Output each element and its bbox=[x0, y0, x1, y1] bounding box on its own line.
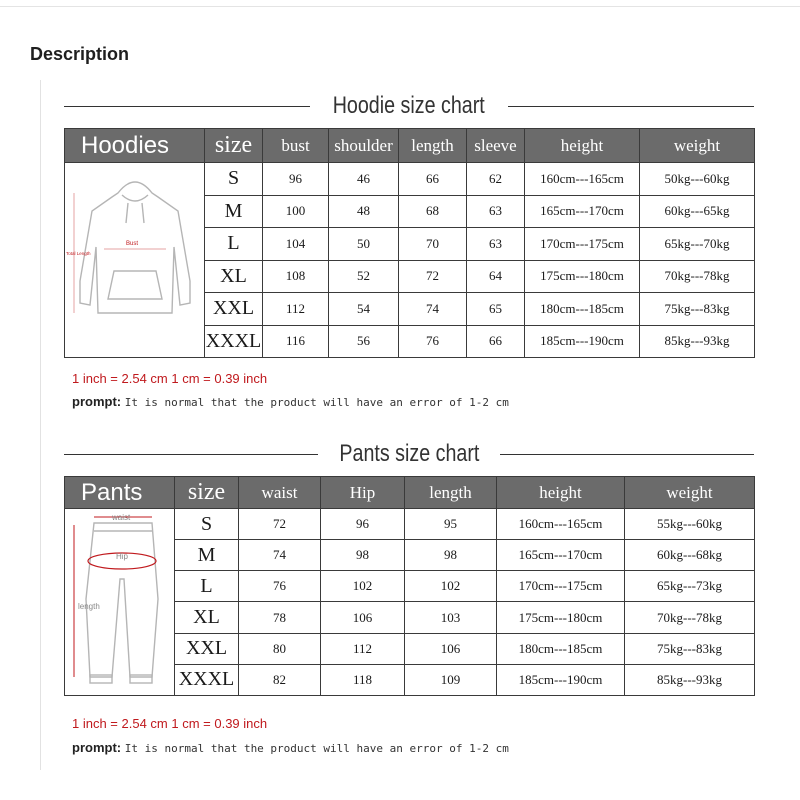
sleeve-cell: 66 bbox=[467, 325, 525, 358]
height-cell: 185cm---190cm bbox=[525, 325, 640, 358]
shoulder-cell: 50 bbox=[329, 228, 399, 261]
length-cell: 109 bbox=[405, 664, 497, 695]
waist-cell: 82 bbox=[239, 664, 321, 695]
hip-cell: 98 bbox=[321, 540, 405, 571]
bust-cell: 104 bbox=[263, 228, 329, 261]
hip-cell: 96 bbox=[321, 509, 405, 540]
prompt-label: prompt: bbox=[72, 740, 122, 755]
weight-header: weight bbox=[625, 477, 755, 509]
height-cell: 180cm---185cm bbox=[497, 633, 625, 664]
height-cell: 180cm---185cm bbox=[525, 293, 640, 326]
length-cell: 66 bbox=[399, 163, 467, 196]
size-cell: M bbox=[175, 540, 239, 571]
height-cell: 170cm---175cm bbox=[497, 571, 625, 602]
hip-cell: 106 bbox=[321, 602, 405, 633]
waist-cell: 74 bbox=[239, 540, 321, 571]
bust-figure-label: Bust bbox=[125, 241, 138, 247]
shoulder-cell: 46 bbox=[329, 163, 399, 196]
weight-cell: 65kg---70kg bbox=[640, 228, 755, 261]
height-cell: 185cm---190cm bbox=[497, 664, 625, 695]
waist-figure-label: waist bbox=[111, 513, 130, 522]
title-rule-left bbox=[64, 454, 318, 455]
height-cell: 160cm---165cm bbox=[525, 163, 640, 196]
height-cell: 165cm---170cm bbox=[497, 540, 625, 571]
size-header: size bbox=[205, 129, 263, 163]
bust-cell: 100 bbox=[263, 195, 329, 228]
title-rule-left bbox=[64, 106, 310, 107]
shoulder-cell: 48 bbox=[329, 195, 399, 228]
length-cell: 102 bbox=[405, 571, 497, 602]
hip-figure-label: Hip bbox=[115, 552, 128, 561]
left-border bbox=[40, 80, 41, 770]
weight-cell: 60kg---65kg bbox=[640, 195, 755, 228]
height-cell: 175cm---180cm bbox=[497, 602, 625, 633]
top-divider bbox=[0, 6, 800, 7]
pants-conversion-note: 1 inch = 2.54 cm 1 cm = 0.39 inch bbox=[72, 716, 268, 731]
size-cell: M bbox=[205, 195, 263, 228]
hoodie-title-bar bbox=[64, 92, 754, 120]
waist-cell: 72 bbox=[239, 509, 321, 540]
height-cell: 165cm---170cm bbox=[525, 195, 640, 228]
sleeve-header: sleeve bbox=[467, 129, 525, 163]
length-cell: 74 bbox=[399, 293, 467, 326]
hip-cell: 112 bbox=[321, 633, 405, 664]
length-cell: 68 bbox=[399, 195, 467, 228]
title-rule-right bbox=[500, 454, 754, 455]
prompt-text: It is normal that the product will have an error of 1-2 cm bbox=[124, 742, 509, 755]
pants-brand-header: Pants bbox=[65, 477, 175, 509]
bust-cell: 116 bbox=[263, 325, 329, 358]
height-header: height bbox=[525, 129, 640, 163]
height-cell: 170cm---175cm bbox=[525, 228, 640, 261]
size-cell: S bbox=[175, 509, 239, 540]
sleeve-cell: 62 bbox=[467, 163, 525, 196]
size-cell: XXL bbox=[205, 293, 263, 326]
length-header: length bbox=[405, 477, 497, 509]
prompt-label: prompt: bbox=[72, 394, 122, 409]
weight-cell: 70kg---78kg bbox=[640, 260, 755, 293]
weight-cell: 85kg---93kg bbox=[640, 325, 755, 358]
weight-header: weight bbox=[640, 129, 755, 163]
weight-cell: 85kg---93kg bbox=[625, 664, 755, 695]
length-cell: 95 bbox=[405, 509, 497, 540]
size-cell: S bbox=[205, 163, 263, 196]
hoodies-brand-header: Hoodies bbox=[65, 129, 205, 163]
bust-cell: 108 bbox=[263, 260, 329, 293]
shoulder-cell: 52 bbox=[329, 260, 399, 293]
weight-cell: 55kg---60kg bbox=[625, 509, 755, 540]
size-cell: XL bbox=[205, 260, 263, 293]
weight-cell: 65kg---73kg bbox=[625, 571, 755, 602]
table-row bbox=[65, 163, 755, 196]
hip-header: Hip bbox=[321, 477, 405, 509]
title-rule-right bbox=[508, 106, 754, 107]
pants-size-table bbox=[64, 476, 755, 696]
pants-prompt bbox=[72, 740, 509, 755]
hoodie-conversion-note: 1 inch = 2.54 cm 1 cm = 0.39 inch bbox=[72, 371, 268, 386]
length-cell: 70 bbox=[399, 228, 467, 261]
weight-cell: 75kg---83kg bbox=[625, 633, 755, 664]
pants-illustration-icon bbox=[66, 509, 174, 691]
height-cell: 175cm---180cm bbox=[525, 260, 640, 293]
description-heading: Description bbox=[30, 44, 130, 64]
hoodie-illustration-icon bbox=[66, 163, 204, 353]
weight-cell: 70kg---78kg bbox=[625, 602, 755, 633]
size-cell: XL bbox=[175, 602, 239, 633]
size-figure bbox=[65, 163, 205, 358]
length-cell: 106 bbox=[405, 633, 497, 664]
waist-cell: 80 bbox=[239, 633, 321, 664]
weight-cell: 60kg---68kg bbox=[625, 540, 755, 571]
prompt-text: It is normal that the product will have an error of 1-2 cm bbox=[124, 396, 509, 409]
bust-cell: 96 bbox=[263, 163, 329, 196]
shoulder-header: shoulder bbox=[329, 129, 399, 163]
size-cell: XXXL bbox=[175, 664, 239, 695]
size-cell: XXL bbox=[175, 633, 239, 664]
length-header: length bbox=[399, 129, 467, 163]
table-row bbox=[65, 509, 755, 540]
length-cell: 103 bbox=[405, 602, 497, 633]
hoodie-size-table bbox=[64, 128, 755, 358]
size-cell: L bbox=[205, 228, 263, 261]
bust-header: bust bbox=[263, 129, 329, 163]
size-header: size bbox=[175, 477, 239, 509]
shoulder-cell: 54 bbox=[329, 293, 399, 326]
weight-cell: 50kg---60kg bbox=[640, 163, 755, 196]
weight-cell: 75kg---83kg bbox=[640, 293, 755, 326]
sleeve-cell: 64 bbox=[467, 260, 525, 293]
length-cell: 98 bbox=[405, 540, 497, 571]
hip-cell: 102 bbox=[321, 571, 405, 602]
waist-cell: 78 bbox=[239, 602, 321, 633]
bust-cell: 112 bbox=[263, 293, 329, 326]
waist-cell: 76 bbox=[239, 571, 321, 602]
length-figure-label: length bbox=[77, 602, 100, 611]
height-cell: 160cm---165cm bbox=[497, 509, 625, 540]
waist-header: waist bbox=[239, 477, 321, 509]
sleeve-cell: 65 bbox=[467, 293, 525, 326]
length-cell: 76 bbox=[399, 325, 467, 358]
height-header: height bbox=[497, 477, 625, 509]
size-cell: XXXL bbox=[205, 325, 263, 358]
hoodie-chart-title: Hoodie size chart bbox=[332, 92, 486, 119]
size-cell: L bbox=[175, 571, 239, 602]
pants-chart-title: Pants size chart bbox=[338, 440, 480, 467]
shoulder-cell: 56 bbox=[329, 325, 399, 358]
length-figure-label: Total Length bbox=[65, 251, 91, 256]
pants-title-bar bbox=[64, 440, 754, 468]
hoodie-prompt bbox=[72, 394, 509, 409]
sleeve-cell: 63 bbox=[467, 228, 525, 261]
hip-cell: 118 bbox=[321, 664, 405, 695]
sleeve-cell: 63 bbox=[467, 195, 525, 228]
length-cell: 72 bbox=[399, 260, 467, 293]
size-figure bbox=[65, 509, 175, 696]
